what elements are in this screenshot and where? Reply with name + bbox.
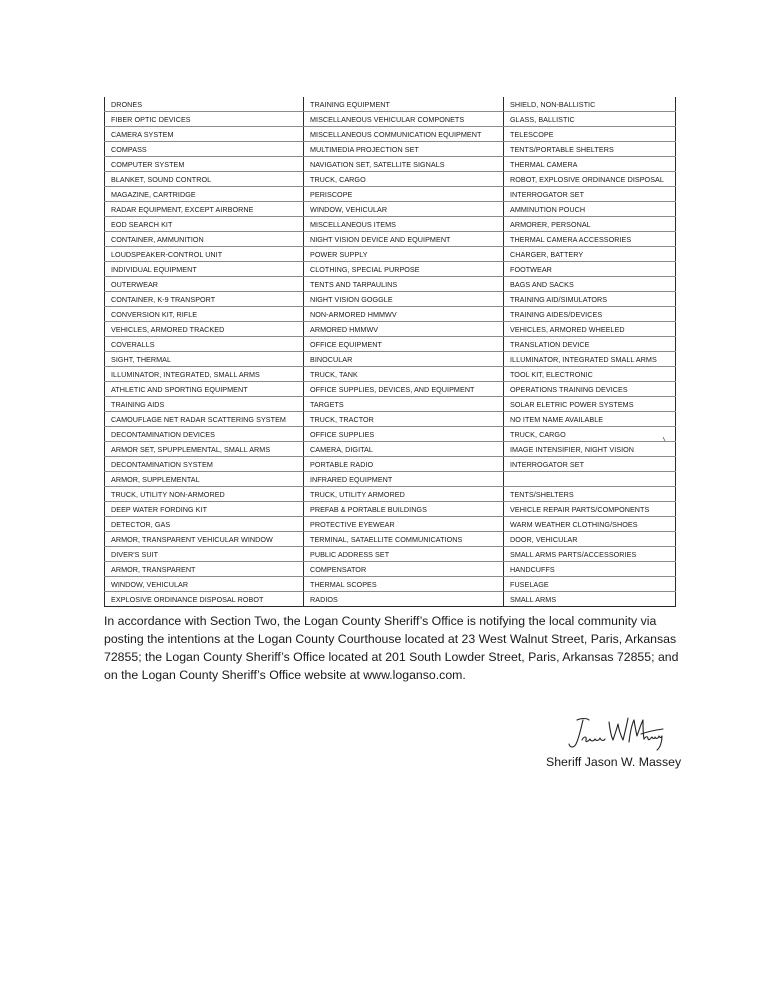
table-row: [105, 307, 676, 322]
table-row: [105, 367, 676, 382]
table-cell: ARMOR, TRANSPARENT VEHICULAR WINDOW: [105, 532, 304, 547]
table-cell: PREFAB & PORTABLE BUILDINGS: [304, 502, 504, 517]
table-cell: BINOCULAR: [304, 352, 504, 367]
table-cell: MISCELLANEOUS VEHICULAR COMPONETS: [304, 112, 504, 127]
table-cell: ILLUMINATOR, INTEGRATED, SMALL ARMS: [105, 367, 304, 382]
equipment-table: [104, 97, 676, 607]
table-cell: INTERROGATOR SET: [504, 187, 676, 202]
table-cell: DECONTAMINATION DEVICES: [105, 427, 304, 442]
table-row: [105, 322, 676, 337]
table-cell: BAGS AND SACKS: [504, 277, 676, 292]
table-cell: EXPLOSIVE ORDINANCE DISPOSAL ROBOT: [105, 592, 304, 607]
table-cell: ARMOR, TRANSPARENT: [105, 562, 304, 577]
table-row: [105, 187, 676, 202]
table-cell: THERMAL CAMERA ACCESSORIES: [504, 232, 676, 247]
table-cell: ILLUMINATOR, INTEGRATED SMALL ARMS: [504, 352, 676, 367]
table-cell: TRAINING AID/SIMULATORS: [504, 292, 676, 307]
table-cell: NO ITEM NAME AVAILABLE: [504, 412, 676, 427]
table-row: [105, 397, 676, 412]
table-row: [105, 277, 676, 292]
table-cell: SIGHT, THERMAL: [105, 352, 304, 367]
table-row: [105, 487, 676, 502]
table-cell: CAMOUFLAGE NET RADAR SCATTERING SYSTEM: [105, 412, 304, 427]
table-cell: MAGAZINE, CARTRIDGE: [105, 187, 304, 202]
table-cell: SHIELD, NON-BALLISTIC: [504, 97, 676, 112]
table-cell: CAMERA SYSTEM: [105, 127, 304, 142]
table-cell: DEEP WATER FORDING KIT: [105, 502, 304, 517]
table-cell: ARMOR SET, SPUPPLEMENTAL, SMALL ARMS: [105, 442, 304, 457]
table-row: [105, 427, 676, 442]
table-cell: VEHICLES, ARMORED TRACKED: [105, 322, 304, 337]
table-cell: ATHLETIC AND SPORTING EQUIPMENT: [105, 382, 304, 397]
table-cell: GLASS, BALLISTIC: [504, 112, 676, 127]
table-cell: ARMORED HMMWV: [304, 322, 504, 337]
table-row: [105, 352, 676, 367]
table-cell: CONTAINER, AMMUNITION: [105, 232, 304, 247]
table-row: [105, 472, 676, 487]
table-cell: WARM WEATHER CLOTHING/SHOES: [504, 517, 676, 532]
table-row: [105, 502, 676, 517]
table-row: [105, 532, 676, 547]
table-cell: TRAINING AIDS: [105, 397, 304, 412]
table-cell: VEHICLES, ARMORED WHEELED: [504, 322, 676, 337]
table-cell: ARMOR, SUPPLEMENTAL: [105, 472, 304, 487]
table-cell: MULTIMEDIA PROJECTION SET: [304, 142, 504, 157]
table-cell: VEHICLE REPAIR PARTS/COMPONENTS: [504, 502, 676, 517]
table-cell: RADAR EQUIPMENT, EXCEPT AIRBORNE: [105, 202, 304, 217]
table-cell: TERMINAL, SATAELLITE COMMUNICATIONS: [304, 532, 504, 547]
table-row: [105, 577, 676, 592]
table-row: [105, 442, 676, 457]
table-cell: IMAGE INTENSIFIER, NIGHT VISION: [504, 442, 676, 457]
table-cell: TELESCOPE: [504, 127, 676, 142]
table-cell: OUTERWEAR: [105, 277, 304, 292]
table-cell: TRUCK, UTILITY NON-ARMORED: [105, 487, 304, 502]
table-cell: AMMINUTION POUCH: [504, 202, 676, 217]
table-cell: INDIVIDUAL EQUIPMENT: [105, 262, 304, 277]
table-cell: NIGHT VISION DEVICE AND EQUIPMENT: [304, 232, 504, 247]
notice-paragraph: In accordance with Section Two, the Logan County Sheriff’s Office is notifying the local community via posting the intentions at the Logan County Courthouse located at 23 West Walnut Street, Paris, Arkansas 72855; the Logan County Sheriff’s Office located at 201 South Lowder Street, Paris, Arkansas 72855; and on the Logan County Sheriff’s Office website at www.loganso.com.: [104, 614, 679, 682]
table-cell: DRONES: [105, 97, 304, 112]
table-row: [105, 412, 676, 427]
table-cell: FUSELAGE: [504, 577, 676, 592]
table-cell: LOUDSPEAKER-CONTROL UNIT: [105, 247, 304, 262]
table-cell: CONVERSION KIT, RIFLE: [105, 307, 304, 322]
table-cell: OFFICE EQUIPMENT: [304, 337, 504, 352]
table-row: [105, 97, 676, 112]
table-cell: WINDOW, VEHICULAR: [304, 202, 504, 217]
table-cell: CAMERA, DIGITAL: [304, 442, 504, 457]
table-cell: TRUCK, CARGO: [304, 172, 504, 187]
table-cell: MISCELLANEOUS COMMUNICATION EQUIPMENT: [304, 127, 504, 142]
table-cell: DOOR, VEHICULAR: [504, 532, 676, 547]
table-cell: OFFICE SUPPLIES: [304, 427, 504, 442]
table-cell: TOOL KIT, ELECTRONIC: [504, 367, 676, 382]
table-row: [105, 217, 676, 232]
table-cell: PUBLIC ADDRESS SET: [304, 547, 504, 562]
table-row: [105, 562, 676, 577]
table-cell: COVERALLS: [105, 337, 304, 352]
table-cell: TRUCK, TRACTOR: [304, 412, 504, 427]
table-cell: TENTS/SHELTERS: [504, 487, 676, 502]
table-cell: COMPENSATOR: [304, 562, 504, 577]
table-row: [105, 157, 676, 172]
table-row: [105, 142, 676, 157]
table-cell: ROBOT, EXPLOSIVE ORDINANCE DISPOSAL: [504, 172, 676, 187]
table-row: [105, 592, 676, 607]
table-cell: TRAINING EQUIPMENT: [304, 97, 504, 112]
equipment-table-body: [105, 97, 676, 607]
table-cell: NAVIGATION SET, SATELLITE SIGNALS: [304, 157, 504, 172]
table-cell: COMPUTER SYSTEM: [105, 157, 304, 172]
table-cell: FOOTWEAR: [504, 262, 676, 277]
table-cell: SMALL ARMS: [504, 592, 676, 607]
sheriff-name: Sheriff Jason W. Massey: [546, 755, 682, 769]
table-cell: DIVER'S SUIT: [105, 547, 304, 562]
table-cell: TRAINING AIDES/DEVICES: [504, 307, 676, 322]
table-row: [105, 202, 676, 217]
table-cell: TRUCK, TANK: [304, 367, 504, 382]
table-row: [105, 112, 676, 127]
table-cell: CONTAINER, K-9 TRANSPORT: [105, 292, 304, 307]
table-cell: DECONTAMINATION SYSTEM: [105, 457, 304, 472]
table-cell: [504, 472, 676, 487]
table-row: [105, 292, 676, 307]
table-cell: NIGHT VISION GOGGLE: [304, 292, 504, 307]
table-cell: SOLAR ELETRIC POWER SYSTEMS: [504, 397, 676, 412]
table-cell: ARMORER, PERSONAL: [504, 217, 676, 232]
handwritten-signature: [565, 712, 665, 752]
table-row: [105, 457, 676, 472]
table-cell: SMALL ARMS PARTS/ACCESSORIES: [504, 547, 676, 562]
table-cell: FIBER OPTIC DEVICES: [105, 112, 304, 127]
table-row: [105, 517, 676, 532]
table-row: [105, 262, 676, 277]
table-row: [105, 547, 676, 562]
table-cell: WINDOW, VEHICULAR: [105, 577, 304, 592]
table-row: [105, 382, 676, 397]
table-cell: PERISCOPE: [304, 187, 504, 202]
table-cell: OPERATIONS TRAINING DEVICES: [504, 382, 676, 397]
table-cell: RADIOS: [304, 592, 504, 607]
table-cell: MISCELLANEOUS ITEMS: [304, 217, 504, 232]
table-cell: PROTECTIVE EYEWEAR: [304, 517, 504, 532]
table-cell: TENTS/PORTABLE SHELTERS: [504, 142, 676, 157]
table-cell: TRUCK, CARGO: [504, 427, 676, 442]
table-cell: TRUCK, UTILITY ARMORED: [304, 487, 504, 502]
table-cell: CLOTHING, SPECIAL PURPOSE: [304, 262, 504, 277]
table-row: [105, 337, 676, 352]
table-cell: POWER SUPPLY: [304, 247, 504, 262]
table-cell: BLANKET, SOUND CONTROL: [105, 172, 304, 187]
table-cell: CHARGER, BATTERY: [504, 247, 676, 262]
table-cell: TENTS AND TARPAULINS: [304, 277, 504, 292]
table-cell: NON-ARMORED HMMWV: [304, 307, 504, 322]
table-cell: COMPASS: [105, 142, 304, 157]
table-cell: TRANSLATION DEVICE: [504, 337, 676, 352]
table-cell: INTERROGATOR SET: [504, 457, 676, 472]
stray-tick-mark: [662, 436, 668, 442]
table-cell: HANDCUFFS: [504, 562, 676, 577]
table-cell: OFFICE SUPPLIES, DEVICES, AND EQUIPMENT: [304, 382, 504, 397]
table-row: [105, 247, 676, 262]
table-cell: EOD SEARCH KIT: [105, 217, 304, 232]
table-cell: PORTABLE RADIO: [304, 457, 504, 472]
table-cell: THERMAL CAMERA: [504, 157, 676, 172]
table-row: [105, 232, 676, 247]
table-row: [105, 127, 676, 142]
table-row: [105, 172, 676, 187]
table-cell: TARGETS: [304, 397, 504, 412]
table-cell: DETECTOR, GAS: [105, 517, 304, 532]
table-cell: THERMAL SCOPES: [304, 577, 504, 592]
table-cell: INFRARED EQUIPMENT: [304, 472, 504, 487]
